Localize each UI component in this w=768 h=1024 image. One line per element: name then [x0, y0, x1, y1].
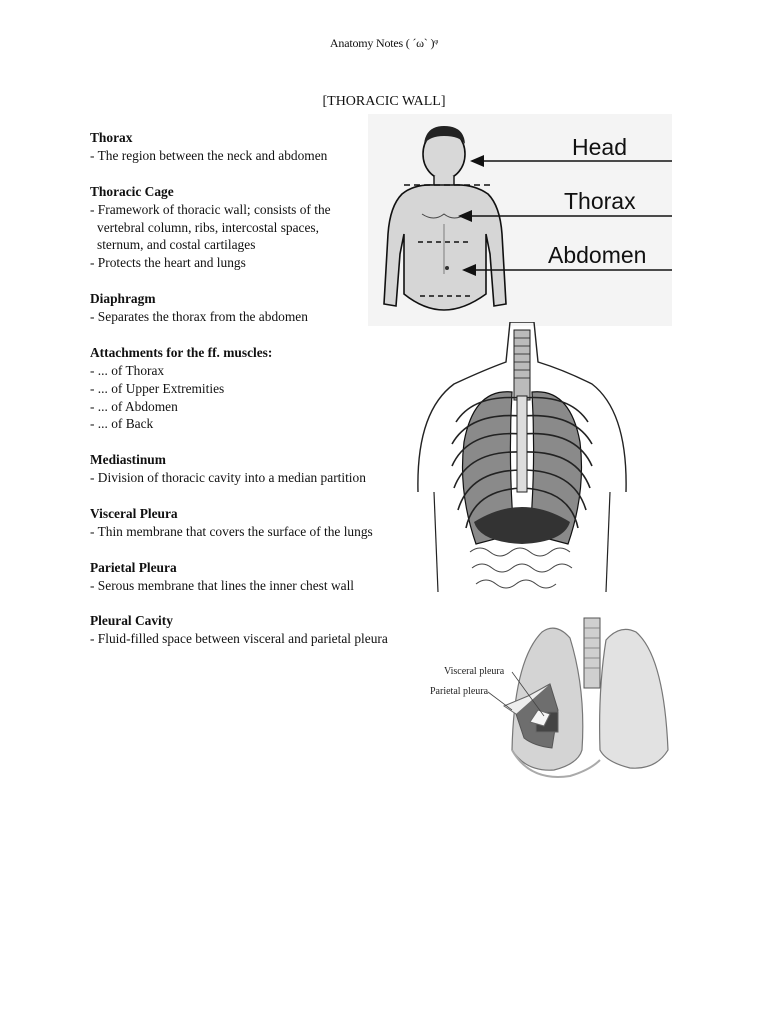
section-line: - Protects the heart and lungs: [90, 255, 246, 271]
section-attachments: [90, 344, 420, 434]
head-label: Head: [572, 134, 627, 160]
thoracic-cavity-illustration: [414, 322, 630, 600]
section-line: vertebral column, ribs, intercostal spaces,: [97, 219, 319, 235]
section-line: - Fluid-filled space between visceral and parietal pleura: [90, 631, 388, 647]
section-line: sternum, and costal cartilages: [97, 237, 256, 253]
section-line: - ... of Abdomen: [90, 398, 178, 414]
section-line: - ... of Upper Extremities: [90, 380, 225, 396]
section-visceral-pleura: [90, 505, 420, 541]
section-title: Pleural Cavity: [90, 613, 173, 629]
thorax-label: Thorax: [564, 188, 636, 214]
section-title: Diaphragm: [90, 291, 156, 307]
section-line: - Serous membrane that lines the inner chest wall: [90, 577, 355, 593]
section-title: Mediastinum: [90, 452, 166, 468]
section-line: - ... of Back: [90, 416, 154, 432]
abdomen-label: Abdomen: [548, 242, 647, 268]
section-pleural-cavity: [90, 612, 420, 648]
parietal-pleura-label: Parietal pleura: [430, 686, 489, 697]
section-line: - Thin membrane that covers the surface of the lungs: [90, 523, 373, 539]
section-line: - Framework of thoracic wall; consists of the: [90, 201, 331, 217]
body-regions-figure: [368, 114, 672, 326]
section-mediastinum: [90, 451, 420, 487]
section-line: - The region between the neck and abdomen: [90, 147, 328, 163]
section-title: Attachments for the ff. muscles:: [90, 344, 273, 360]
section-title: Parietal Pleura: [90, 559, 177, 575]
pleura-illustration: [420, 610, 675, 790]
section-parietal-pleura: [90, 559, 420, 595]
document-header: Anatomy Notes ( ´ω` )ᵠ: [329, 36, 439, 50]
rib-cage-drawing: [414, 322, 630, 600]
section-line: - Division of thoracic cavity into a median partition: [90, 470, 366, 486]
visceral-pleura-label: Visceral pleura: [444, 666, 505, 677]
section-title: Visceral Pleura: [90, 505, 178, 521]
section-line: - Separates the thorax from the abdomen: [90, 309, 308, 325]
lungs-drawing: [420, 610, 675, 790]
section-title: Thorax: [90, 130, 133, 145]
section-title: Thoracic Cage: [90, 183, 174, 199]
section-line: - ... of Thorax: [90, 362, 165, 378]
page-title: [THORACIC WALL]: [322, 94, 446, 109]
